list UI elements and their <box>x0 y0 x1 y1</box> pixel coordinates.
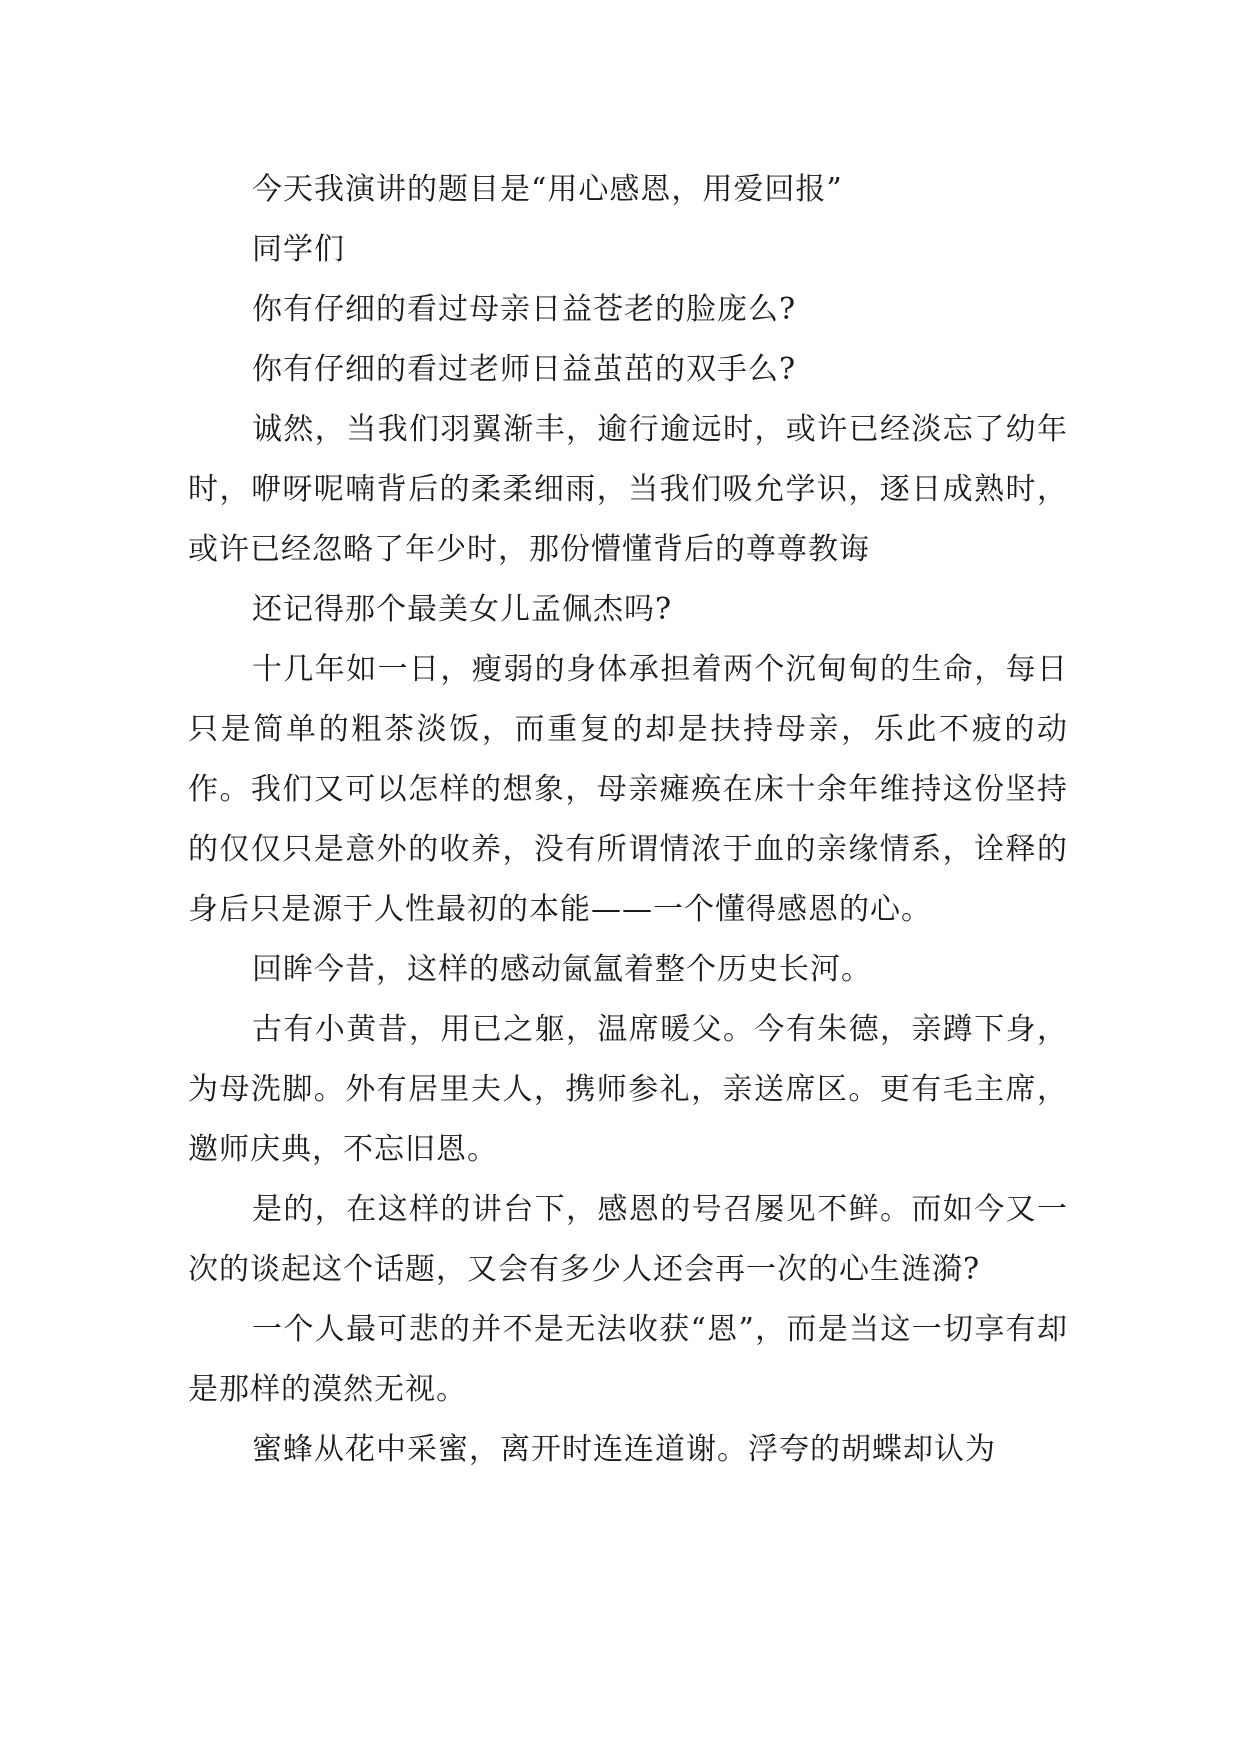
paragraph-title-line: 今天我演讲的题目是“用心感恩，用爱回报” <box>252 172 843 207</box>
paragraph-growing-up: 诚然，当我们羽翼渐丰，逾行逾远时，或许已经淡忘了幼年时，咿呀呢喃背后的柔柔细雨，当我们吸允学识，逐日成熟时，或许已经忽略了年少时，那份懵懂背后的尊尊教诲 <box>188 412 1068 567</box>
paragraph-examples: 古有小黄昔，用已之躯，温席暖父。今有朱德，亲蹲下身，为母洗脚。外有居里夫人，携师参礼，亲送席区。更有毛主席，邀师庆典，不忘旧恩。 <box>188 1012 1068 1167</box>
paragraph-remember-daughter: 还记得那个最美女儿孟佩杰吗? <box>252 592 673 627</box>
paragraph-question-mother: 你有仔细的看过母亲日益苍老的脸庞么? <box>252 292 797 327</box>
paragraph-bee-butterfly: 蜜蜂从花中采蜜，离开时连连道谢。浮夸的胡蝶却认为 <box>252 1432 996 1467</box>
paragraph-sad-person: 一个人最可悲的并不是无法收获“恩”，而是当这一切享有却是那样的漠然无视。 <box>188 1312 1068 1407</box>
paragraph-podium: 是的，在这样的讲台下，感恩的号召屡见不鲜。而如今又一次的谈起这个话题，又会有多少人还会再一次的心生涟漪? <box>188 1192 1068 1287</box>
paragraph-daughter-story: 十几年如一日，瘦弱的身体承担着两个沉甸甸的生命，每日只是简单的粗茶淡饭，而重复的却是扶持母亲，乐此不疲的动作。我们又可以怎样的想象，母亲瘫痪在床十余年维持这份坚持的仅仅只是意外的收养，没有所谓情浓于血的亲缘情系，诠释的身后只是源于人性最初的本能——一个懂得感恩的心。 <box>188 652 1068 927</box>
paragraph-greeting: 同学们 <box>252 232 345 267</box>
paragraph-question-teacher: 你有仔细的看过老师日益茧茁的双手么? <box>252 352 797 387</box>
paragraph-history: 回眸今昔，这样的感动氤氲着整个历史长河。 <box>252 952 872 987</box>
document-body <box>188 160 1068 1480</box>
